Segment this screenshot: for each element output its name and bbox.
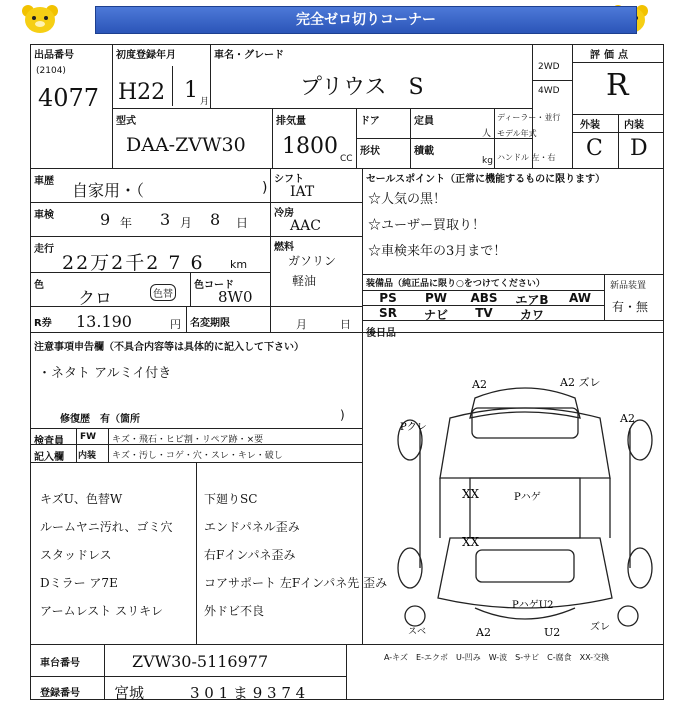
reg-no-label: 登録番号 [40,688,80,699]
notes-title: 注意事項申告欄（不具合内容等は具体的に記入して下さい） [34,342,304,353]
fw-code: FW [80,432,97,442]
fuel-label: 燃料 [274,242,294,253]
lot-no-label: 出品番号 [34,50,74,61]
color-change-label: 色替 [150,284,176,301]
back-date-label: 後日品 [366,328,396,339]
bear-mascot-left-icon [18,2,62,34]
mark-xx-1: XX [462,487,480,501]
mark-a2-rear: A2 [476,626,491,638]
reg-number: 3 0 1 ま 9 3 7 4 [190,684,306,702]
remark-line: アームレスト スリキレ [40,604,163,618]
chassis-value: ZVW30-5116977 [132,652,269,671]
extra-value: 有・無 [612,300,649,314]
color-label: 色 [34,280,44,291]
mark-a2-zure: A2 ズレ [560,376,601,389]
model-label: 型式 [116,116,136,127]
shift-label: シフト [274,174,304,185]
aircon-label: 冷房 [274,208,294,219]
extra-label: 新品装置 [610,281,647,291]
damage-legend: A-キズ E-エクボ U-凹み W-波 S-サビ C-腐食 XX-交換 [384,653,610,662]
mark-zure: ズレ [590,622,610,633]
reg-place: 宮城 [114,684,145,702]
equipment-option: カワ [519,308,544,322]
month-unit: 月 [200,97,210,107]
inspection-month: 3 [160,210,171,229]
two-wd-label: 2WD [538,62,560,72]
use-value: 自家用・（ [72,181,145,200]
mark-phage-u2: PハゲU2 [512,600,554,611]
car-name-label: 車名・グレード [214,50,284,61]
equipment-option: PW [424,291,448,305]
inspector-label: 検査員 [34,436,64,447]
mark-a2-front: A2 [472,378,487,391]
mo-unit: 月 [180,216,193,230]
nai-code: 内装 [78,451,97,461]
remark-line: 外ドビ不良 [204,604,265,618]
color-code-label: 色コード [194,280,234,291]
remark-line: コアサポート 左Fインパネ先 歪み [204,576,388,590]
first-reg-year: H22 [118,80,166,105]
dd-unit: 日 [236,216,249,230]
equipment-option: TV [475,306,493,320]
equipment-option: ナビ [423,308,448,322]
mileage-label: 走行 [34,244,54,255]
equipment-option: ABS [470,291,498,305]
first-reg-label: 初度登録年月 [116,50,176,61]
equipment-option: エアB [515,293,549,307]
sales-point-item: ☆車検来年の3月まで！ [368,244,507,259]
exterior-grade: C [586,136,603,161]
remark-line: ルームヤニ汚れ、ゴミ穴 [40,520,173,534]
use-label: 車歴 [34,176,54,187]
sales-point-item: ☆ユーザー買取り！ [368,218,486,233]
four-wd-label: 4WD [538,86,560,96]
banner-title: 完全ゼロ切りコーナー [95,6,637,34]
shape-label: 形状 [360,146,380,157]
door-label: ドア [360,116,380,127]
yen-unit: 円 [170,318,181,331]
remark-line: キズU、色替W [40,492,123,506]
repair-history-label: 修復歴 有（箇所 [60,414,140,425]
mileage-unit: km [230,258,248,271]
interior-grade: D [630,136,648,161]
inspection-year: 9 [100,210,111,229]
capacity-label: 定員 [414,116,434,127]
nai-items: キズ・汚し・コゲ・穴・スレ・キレ・破し [112,451,283,461]
name-change-label: 名変期限 [190,318,230,329]
name-change-month: 月 [296,318,307,331]
equipment-label: 装備品（純正品に限り○をつけてください） [366,279,545,289]
mark-phage: Pハゲ [514,492,541,503]
color-value: クロ [78,289,112,309]
chassis-label: 車台番号 [40,658,80,669]
inspection-day: 8 [210,210,221,229]
car-damage-diagram [380,368,660,638]
remark-line: スタッドレス [40,548,112,562]
load-label: 積載 [414,146,434,157]
mark-u2: U2 [544,626,561,638]
mark-xx-2: XX [462,535,480,549]
repair-close: ) [340,408,345,422]
interior-label: 内装 [624,120,644,131]
aircon-value: AAC [290,218,321,234]
kg-unit: kg [482,156,493,166]
sales-point-item: ☆人気の黒！ [368,192,447,207]
mileage-value: 22万2千2 7 6 [62,252,205,274]
first-reg-month: 1 [184,78,198,103]
remark-line: 下廻りSC [204,492,258,506]
color-code-value: 8W0 [218,288,253,306]
lot-code: (2104) [36,66,66,76]
note-line: ・ネタト アルミイ付き [38,366,172,381]
fuel-value: ガソリン [288,254,337,268]
remark-line: エンドパネル歪み [204,520,300,534]
car-name-value: プリウス S [300,75,424,100]
dealer-label: ディーラー・並行 [497,113,561,122]
fw-items: キズ・飛石・ヒビ割・リペア跡・×要 [112,435,264,445]
inspection-label: 車検 [34,210,54,221]
remark-line: 右Fインパネ歪み [204,548,296,562]
person-unit: 人 [482,129,492,139]
use-close-paren: ) [262,180,268,196]
displacement-label: 排気量 [276,116,306,127]
model-year-label: モデル年式 [497,129,537,138]
fuel-alt-value: 軽油 [292,274,317,288]
rating-value: R [606,68,629,103]
equipment-option: SR [379,306,397,320]
equipment-option: PS [379,291,397,305]
sales-point-label: セールスポイント（正常に機能するものに限ります） [366,174,606,185]
rating-label: 評価点 [590,50,632,61]
name-change-day: 日 [340,318,351,331]
equipment-option: AW [569,291,591,305]
exterior-label: 外装 [580,120,600,131]
shift-value: IAT [290,184,315,200]
cc-unit: CC [340,154,353,164]
yy-unit: 年 [120,216,133,230]
recycle-label: R券 [34,318,52,329]
mark-pkure: Pクレ [400,422,427,433]
recycle-value: 13.190 [76,312,132,331]
mark-sube: スベ [408,627,427,637]
entry-label: 記入欄 [34,452,64,463]
lot-no-value: 4077 [38,84,100,112]
displacement-value: 1800 [282,134,338,159]
handle-label: ハンドル 左・右 [497,153,556,162]
mark-a2-right: A2 [620,412,635,425]
remark-line: Dミラー ア7E [40,576,118,590]
model-value: DAA-ZVW30 [126,134,246,156]
